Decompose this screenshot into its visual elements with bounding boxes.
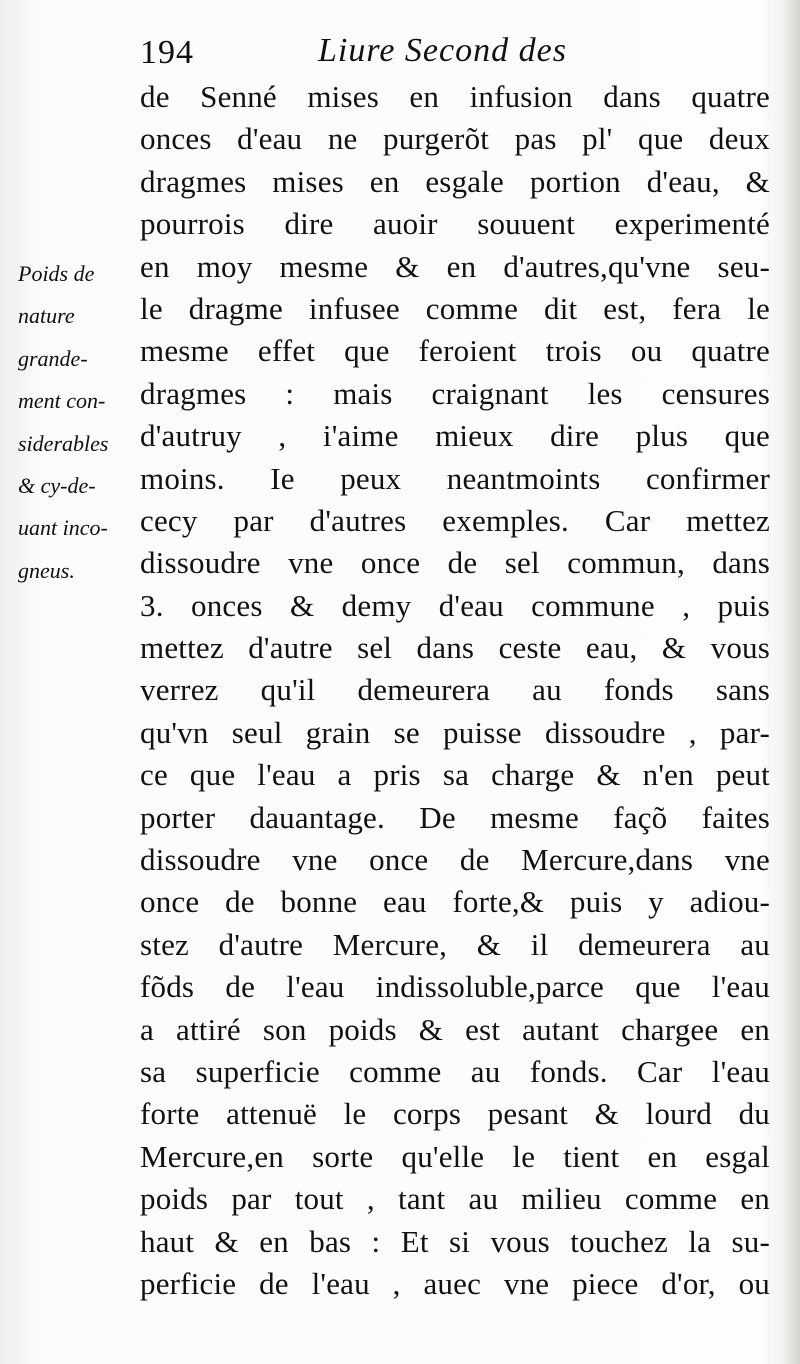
- text-line: once de bonne eau forte,& puis y adiou-: [140, 884, 770, 920]
- margin-note-line: uant inco-: [18, 515, 108, 541]
- margin-note-line: siderables: [18, 430, 109, 456]
- text-line: onces d'eau ne purgerõt pas pl' que deux: [140, 121, 770, 157]
- page-header: [140, 30, 760, 78]
- text-line: poids par tout , tant au milieu comme en: [140, 1181, 770, 1217]
- text-line: sa superficie comme au fonds. Car l'eau: [140, 1053, 770, 1089]
- text-line: dragmes : mais craignant les censures: [140, 375, 770, 411]
- text-line: perficie de l'eau , auec vne piece d'or, ou: [140, 1265, 770, 1301]
- text-line: dragmes mises en esgale portion d'eau, &: [140, 163, 770, 199]
- body-text: [140, 76, 770, 1305]
- page-gutter-shadow: [782, 0, 800, 1364]
- text-line: fõds de l'eau indissoluble,parce que l'eau: [140, 969, 770, 1005]
- text-line: verrez qu'il demeurera au fonds sans: [140, 672, 770, 708]
- margin-note-line: grande-: [18, 345, 88, 371]
- text-line: d'autruy , i'aime mieux dire plus que: [140, 418, 770, 454]
- margin-note-line: Poids de: [18, 261, 95, 286]
- page-number: 194: [140, 34, 194, 71]
- text-line: cecy par d'autres exemples. Car mettez: [140, 502, 770, 538]
- text-line: stez d'autre Mercure, & il demeurera au: [140, 926, 770, 962]
- text-line: en moy mesme & en d'autres,qu'vne seu-: [140, 248, 770, 284]
- text-line: pourrois dire auoir souuent experimenté: [140, 206, 770, 242]
- text-line: forte attenuë le corps pesant & lourd du: [140, 1096, 770, 1132]
- marginal-note: [18, 253, 138, 592]
- margin-note-line: gneus.: [18, 557, 75, 583]
- margin-note-line: nature: [18, 303, 75, 329]
- margin-note-line: ment con-: [18, 388, 106, 414]
- text-line: mettez d'autre sel dans ceste eau, & vous: [140, 630, 770, 666]
- text-line: qu'vn seul grain se puisse dissoudre , par-: [140, 714, 770, 750]
- text-line: mesme effet que feroient trois ou quatre: [140, 333, 770, 369]
- running-title: Liure Second des: [318, 32, 567, 69]
- text-line: haut & en bas : Et si vous touchez la su-: [140, 1223, 770, 1259]
- text-line: porter dauantage. De mesme façõ faites: [140, 799, 770, 835]
- text-line: moins. Ie peux neantmoints confirmer: [140, 460, 770, 496]
- text-line: le dragme infusee comme dit est, fera le: [140, 290, 770, 326]
- text-line: Mercure,en sorte qu'elle le tient en esgal: [140, 1138, 770, 1174]
- text-line: a attiré son poids & est autant chargee en: [140, 1011, 770, 1047]
- text-line: 3. onces & demy d'eau commune , puis: [140, 587, 770, 623]
- text-line: dissoudre vne once de Mercure,dans vne: [140, 842, 770, 878]
- text-line: de Senné mises en infusion dans quatre: [140, 79, 770, 114]
- text-line: dissoudre vne once de sel commun, dans: [140, 545, 770, 581]
- margin-note-line: & cy-de-: [18, 472, 96, 498]
- text-line: ce que l'eau a pris sa charge & n'en peut: [140, 757, 770, 793]
